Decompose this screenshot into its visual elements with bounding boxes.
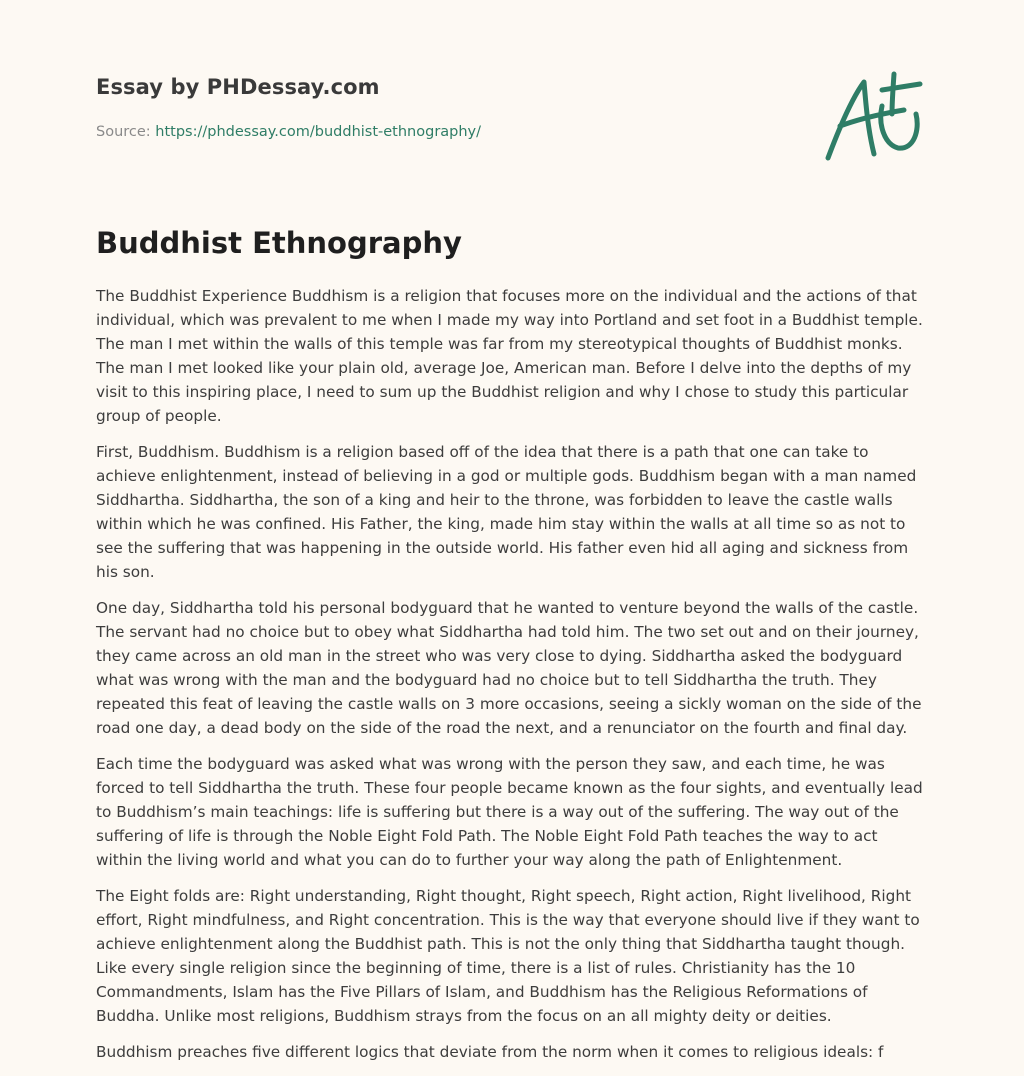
paragraph: Buddhism preaches five different logics that deviate from the norm when it comes to religious ideals: f xyxy=(96,1043,884,1061)
article-title: Buddhist Ethnography xyxy=(96,226,462,260)
paragraph: The Buddhist Experience Buddhism is a religion that focuses more on the individual and the actions of that individual, which was prevalent to me when I made my way into Portland and set foot in a Buddhist temple. The man I met within the walls of this temple was far from my stereotypical thoughts of Buddhist monks. The man I met looked like your plain old, average Joe, American man. Before I delve into the depths of my visit to this inspiring place, I need to sum up the Buddhist religion and why I chose to study this particular group of people. xyxy=(96,287,923,425)
source-line xyxy=(96,124,481,140)
paragraph: One day, Siddhartha told his personal bodyguard that he wanted to venture beyond the walls of the castle. The servant had no choice but to obey what Siddhartha had told him. The two set out and on their journey, they came across an old man in the street who was very close to dying. Siddhartha asked the bodyguard what was wrong with the man and the bodyguard had no choice but to tell Siddhartha the truth. They repeated this feat of leaving the castle walls on 3 more occasions, seeing a sickly woman on the side of the road one day, a dead body on the side of the road the next, and a renunciator on the fourth and final day. xyxy=(96,599,922,737)
brand-title: Essay by PHDessay.com xyxy=(96,75,380,99)
article-body xyxy=(96,284,926,1076)
source-link[interactable]: https://phdessay.com/buddhist-ethnography/ xyxy=(155,124,482,140)
source-label: Source: xyxy=(96,124,156,140)
paragraph: Each time the bodyguard was asked what was wrong with the person they saw, and each time, he was forced to tell Siddhartha the truth. These four people became known as the four sights, and eventually lead to Buddhism’s main teachings: life is suffering but there is a way out of the suffering. The way out of the suffering of life is through the Noble Eight Fold Path. The Noble Eight Fold Path teaches the way to act within the living world and what you can do to further your way along the path of Enlightenment. xyxy=(96,755,923,869)
a-plus-logo-graphic xyxy=(822,68,926,164)
paragraph: The Eight folds are: Right understanding, Right thought, Right speech, Right action, Right livelihood, Right effort, Right mindfulness, and Right concentration. This is the way that everyone should live if they want to achieve enlightenment along the Buddhist path. This is not the only thing that Siddhartha taught though. Like every single religion since the beginning of time, there is a list of rules. Christianity has the 10 Commandments, Islam has the Five Pillars of Islam, and Buddhism has the Religious Reformations of Buddha. Unlike most religions, Buddhism strays from the focus on an all mighty deity or deities. xyxy=(96,887,920,1025)
paragraph: First, Buddhism. Buddhism is a religion based off of the idea that there is a path that one can take to achieve enlightenment, instead of believing in a god or multiple gods. Buddhism began with a man named Siddhartha. Siddhartha, the son of a king and heir to the throne, was forbidden to leave the castle walls within which he was confined. His Father, the king, made him stay within the walls at all time so as not to see the suffering that was happening in the outside world. His father even hid all aging and sickness from his son. xyxy=(96,443,917,581)
a-plus-logo-icon xyxy=(822,68,926,164)
page-header xyxy=(96,0,926,190)
essay-page xyxy=(96,0,926,1061)
